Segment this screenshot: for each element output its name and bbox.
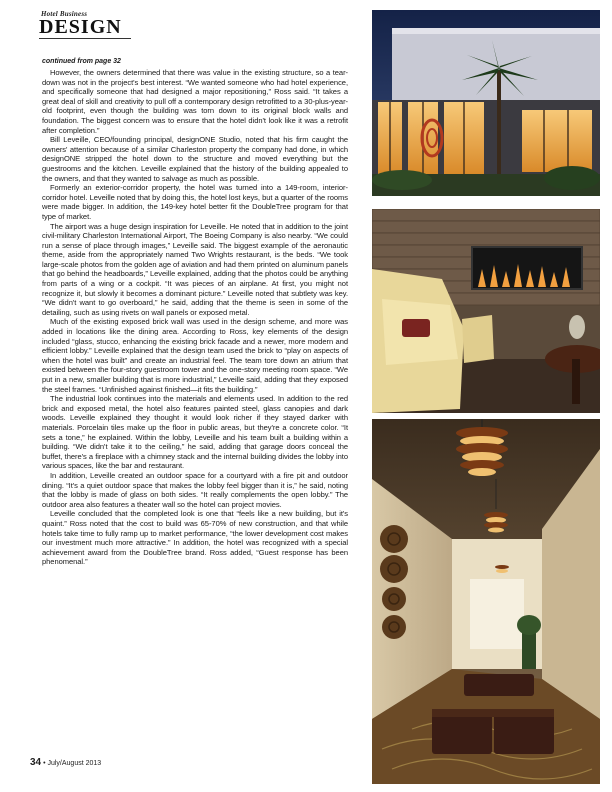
paragraph: Much of the existing exposed brick wall was used in the design scheme, and more was added in locations like the dining area. According to Ross, key elements of the design included “glass, stucco, enhancing the existing brick facade and a newer, more modern and efficient lobby.” Leveille explained that the design team used the brick to “play on aspects of when the hotel was built” and create an industrial feel. The team tore down an atrium that existed between the four-story guestroom tower and the one-story meeting room space. “We put in a new, smaller building that is more industrial,” Leveille said, adding that they exposed the steel frames. “Unfinished against finished—it fits the building.”	[42, 317, 348, 394]
continued-note: continued from page 32	[42, 58, 121, 65]
photo-lobby-fireplace	[372, 209, 600, 413]
paragraph: Bill Leveille, CEO/founding principal, designONE Studio, noted that his firm caught the owners' attention because of a similar Charleston property the company had done, in which designONE stripped the hotel down to the structure and moved everything but the guestrooms and the kitchen. Leveille explained that the history of the building appealed to the owners, and that they wanted to salvage as much as possible.	[42, 135, 348, 183]
paragraph: Leveille concluded that the completed look is one that “feels like a new building, but it's quaint.” Ross noted that the cost to build was 65-70% of new construction, and that while hotels take time to fully ramp up to market performance, “the lower development cost makes our investment much more attractive.” In addition, the hotel was recognized with a special achievement award from the DoubleTree brand. Ross added, “Guest response has been phenomenal.”	[42, 509, 348, 567]
masthead-logo	[39, 10, 134, 40]
issue-date: • July/August 2013	[43, 760, 102, 767]
paragraph: In addition, Leveille created an outdoor space for a courtyard with a fire pit and outdoor dining. “It's a quiet outdoor space that makes the lobby feel bigger than it is,” he said, noting that the lobby is made of glass on both sides. “It really complements the open lobby.” The outdoor area also features a theater wall so the hotel can project movies.	[42, 470, 348, 509]
masthead-rule	[39, 38, 131, 39]
corridor-illustration	[372, 419, 600, 784]
paragraph: However, the owners determined that there was value in the existing structure, so a tear-down was not in the project's best interest. “We wanted someone who had hotel experience, and specifically someone that had designed a major repositioning,” Ross said. “It takes a great deal of skill and creativity to pull off a contemporary design retrofitted to a 30-plus-year-old footprint, even though the building was torn down to its original block walls and foundation. The biggest concern was to ensure that the hotel didn't look like it was a retrofit after completion.”	[42, 68, 348, 135]
page-folio	[30, 757, 101, 768]
lounge-illustration	[372, 209, 600, 413]
paragraph: Formerly an exterior-corridor property, the hotel was turned into a 149-room, interior-corridor hotel. Leveille noted that by doing this, the hotel lost keys, but a quarter of the rooms were made bigger. In addition, the 149-key hotel better fit the DoubleTree program for that type of market.	[42, 183, 348, 221]
paragraph: The airport was a huge design inspiration for Leveille. He noted that in addition to the joint civil-military Charleston International Airport, The Boeing Company is also nearby. “We could run a sense of place through images,” Leveille said. The biggest example of the aeronautic theme, aside from the appropriately named Two Wrights restaurant, is the beds. “We took large-scale photos from the golden age of aviation and had them printed on aluminum panels that go behind the headboards,” Leveille explained, adding that the photos could be anything from parts of a wing or a cockpit. “It was pieces of an airplane. At first, you might not recognize it, but slowly it becomes a dominant picture.” Leveille noted that subtlety was key. “We didn't want to go overboard,” he said, adding that the theme is seen in some of the detailing, such as using rivets on wall panels or exposed metal.	[42, 221, 348, 317]
page-number: 34	[30, 757, 42, 768]
paragraph: The industrial look continues into the materials and elements used. In addition to the red brick and exposed metal, the hotel also features painted steel, glass canopies and dark woods. Leveille explained they thought it would look richer if they stayed darker with materials. Porcelain tiles make up the floor in public areas, but they're a concrete color. “It sets a tone,” he explained. Within the lobby, Leveille and his team built a building within a building. “We didn't take it to the ceiling,” he said, adding that garage doors conceal the buffet, there's a fireplace with a chimney stack and the internal building divides the lobby into various spaces, like the bar and restaurant.	[42, 394, 348, 471]
photo-hotel-exterior	[372, 10, 600, 196]
masthead-title: DESIGN	[39, 16, 122, 38]
masthead-publisher: Hotel Business	[41, 10, 88, 18]
photo-lobby-corridor	[372, 419, 600, 784]
article-body	[42, 57, 348, 567]
exterior-illustration	[372, 10, 600, 196]
